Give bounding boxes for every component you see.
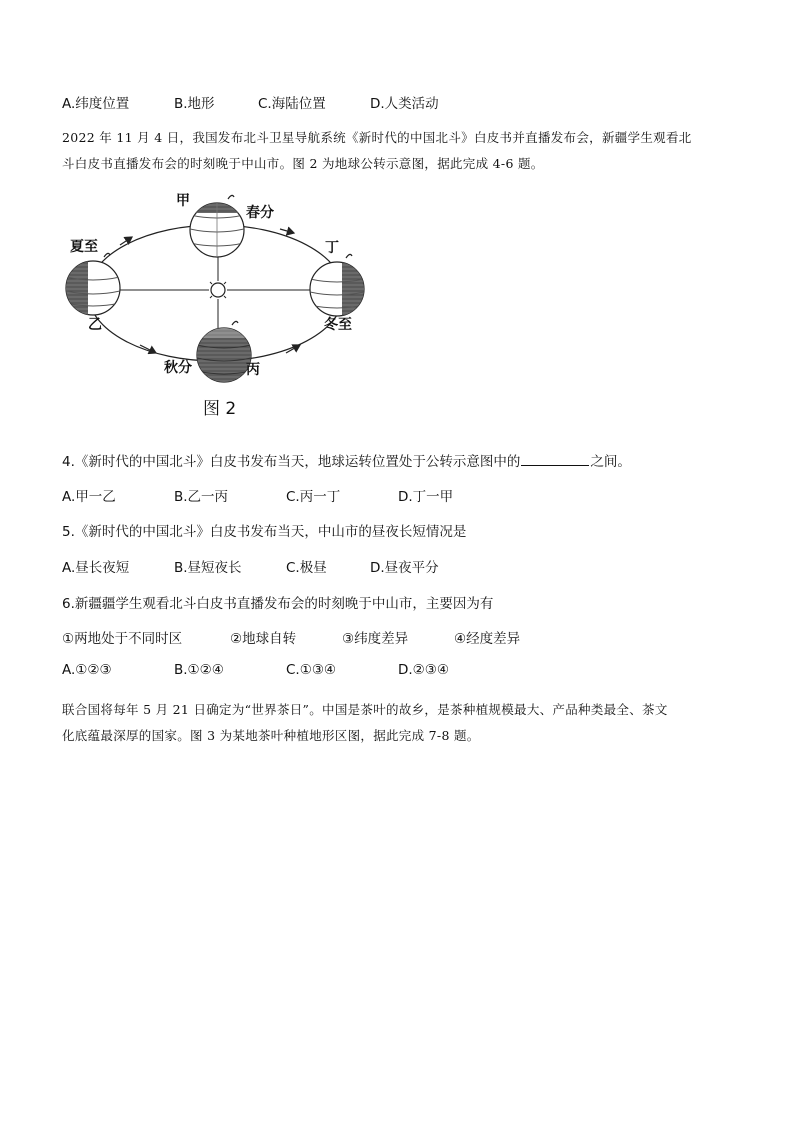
q6-reason-4: ④经度差异 [454, 631, 521, 647]
intro1-line1: 2022 年 11 月 4 日，我国发布北斗卫星导航系统《新时代的中国北斗》白皮书并直播发布会，新疆学生观看北 [62, 130, 692, 145]
intro2-line1: 联合国将每年 5 月 21 日确定为“世界茶日”。中国是茶叶的故乡，是茶种植规模最大、产品种类最全、茶文 [62, 702, 668, 717]
q5-option-c: C.极昼 [286, 560, 327, 576]
q3-options [62, 92, 762, 110]
q6-reason-3: ③纬度差异 [342, 631, 409, 647]
sun-icon [206, 278, 230, 302]
q5-option-d: D.昼夜平分 [370, 560, 439, 576]
orbit-arrow-left [120, 237, 132, 245]
earth-bing-icon [197, 321, 251, 382]
earth-revolution-diagram [60, 185, 380, 420]
q5-options [62, 556, 762, 574]
q5-option-b: B.昼短夜长 [174, 560, 242, 576]
q6-options [62, 662, 762, 680]
q4-option-b: B.乙一丙 [174, 489, 229, 505]
q4-option-c: C.丙一丁 [286, 489, 341, 505]
label-chunfen: 春分 [246, 205, 274, 221]
earth-ding-icon [310, 254, 368, 316]
q4-answer-blank [521, 451, 589, 466]
q4-option-d: D.丁一甲 [398, 489, 454, 505]
q3-option-a: A.纬度位置 [62, 96, 130, 112]
q6-option-c: C.①③④ [286, 662, 337, 678]
label-jia: 甲 [176, 193, 190, 209]
q3-option-b: B.地形 [174, 96, 215, 112]
q4-option-a: A.甲一乙 [62, 489, 116, 505]
q6-reason-2: ②地球自转 [230, 631, 297, 647]
intro2-line2: 化底蕴最深厚的国家。图 3 为某地茶叶种植地形区图，据此完成 7-8 题。 [62, 728, 480, 743]
figure-caption: 图 2 [203, 399, 237, 419]
q4-stem [62, 450, 631, 470]
earth-jia-icon [190, 195, 244, 257]
label-ding: 丁 [325, 240, 339, 256]
label-bing: 丙 [246, 362, 260, 378]
q4-stem-after: 之间。 [590, 454, 631, 470]
q6-option-a: A.①②③ [62, 662, 112, 678]
label-yi: 乙 [88, 317, 102, 333]
q4-options [62, 485, 762, 503]
q5-option-a: A.昼长夜短 [62, 560, 130, 576]
q6-reason-1: ①两地处于不同时区 [62, 631, 183, 647]
q6-option-d: D.②③④ [398, 662, 449, 678]
earth-xiazhi-icon [66, 253, 120, 315]
intro1-line2: 斗白皮书直播发布会的时刻晚于中山市。图 2 为地球公转示意图，据此完成 4-6 题。 [62, 156, 544, 171]
orbit-arrow-top [280, 229, 294, 233]
q5-stem: 5.《新时代的中国北斗》白皮书发布当天，中山市的昼夜长短情况是 [62, 524, 467, 540]
q4-stem-before: 4.《新时代的中国北斗》白皮书发布当天，地球运转位置处于公转示意图中的 [62, 454, 521, 470]
label-qiufen: 秋分 [164, 360, 192, 376]
q6-stem: 6.新疆疆学生观看北斗白皮书直播发布会的时刻晚于中山市，主要因为有 [62, 596, 494, 612]
q3-option-d: D.人类活动 [370, 96, 439, 112]
label-xiazhi: 夏至 [70, 239, 98, 255]
label-dongzhi: 冬至 [324, 317, 352, 333]
q6-reasons [62, 627, 762, 645]
q6-option-b: B.①②④ [174, 662, 224, 678]
q3-option-c: C.海陆位置 [258, 96, 326, 112]
